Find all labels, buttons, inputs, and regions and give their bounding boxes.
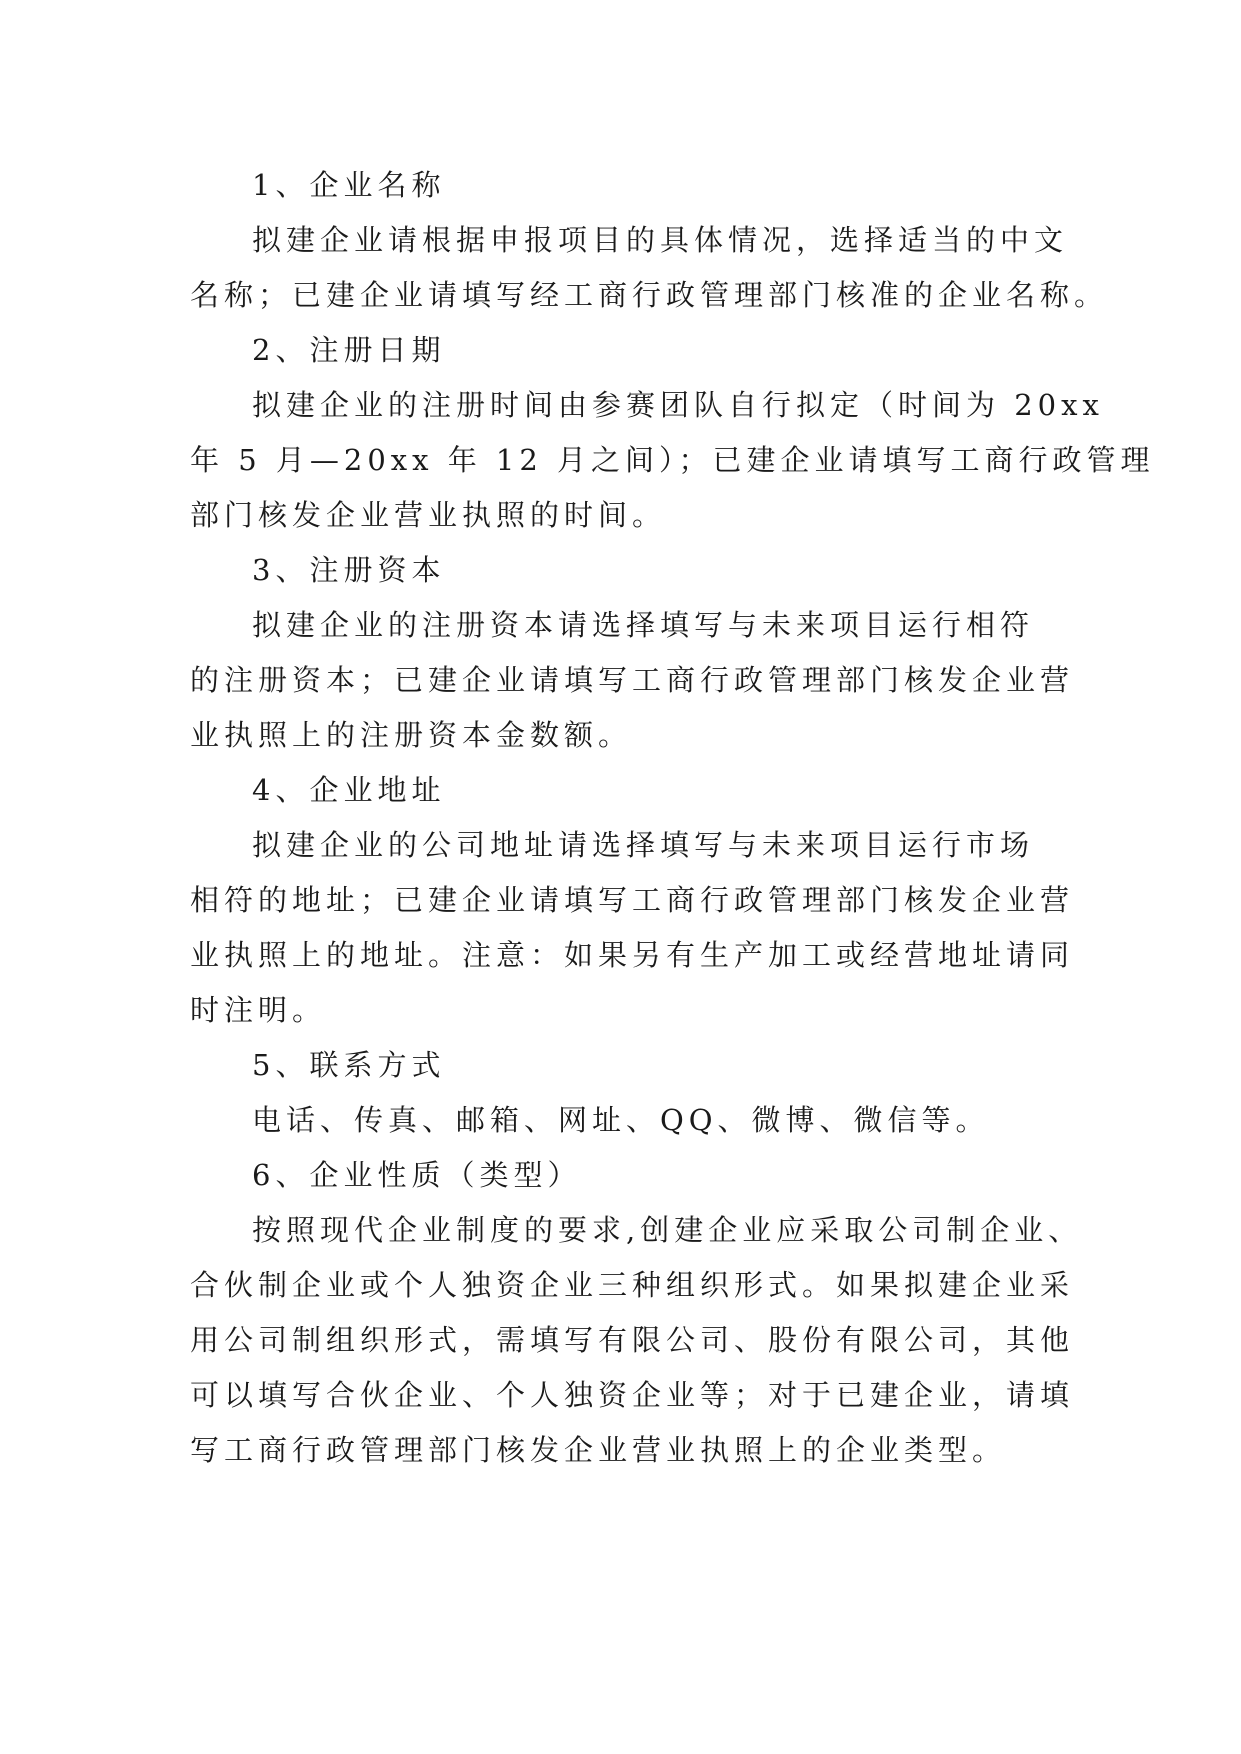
document-page: [190, 158, 1155, 1478]
section-heading-2: 2、注册日期: [252, 333, 446, 367]
body-line: 电话、传真、邮箱、网址、QQ、微博、微信等。: [252, 1103, 990, 1137]
body-line: 业执照上的地址。注意：如果另有生产加工或经营地址请同: [190, 938, 1075, 972]
body-line: 用公司制组织形式，需填写有限公司、股份有限公司，其他: [190, 1323, 1075, 1357]
body-line: 写工商行政管理部门核发企业营业执照上的企业类型。: [190, 1433, 1007, 1467]
body-line: 年 5 月—20xx 年 12 月之间）；已建企业请填写工商行政管理: [190, 443, 1155, 477]
body-line: 合伙制企业或个人独资企业三种组织形式。如果拟建企业采: [190, 1268, 1075, 1302]
body-line: 拟建企业的注册时间由参赛团队自行拟定（时间为 20xx: [252, 388, 1104, 422]
body-line: 名称；已建企业请填写经工商行政管理部门核准的企业名称。: [190, 278, 1109, 312]
section-heading-6: 6、企业性质（类型）: [252, 1158, 582, 1192]
section-body-3: [190, 598, 1075, 763]
section-heading-5: 5、联系方式: [252, 1048, 446, 1082]
section-heading-4: 4、企业地址: [252, 773, 446, 807]
body-line: 拟建企业的注册资本请选择填写与未来项目运行相符: [252, 608, 1035, 642]
section-heading-3: 3、注册资本: [252, 553, 446, 587]
body-line: 可以填写合伙企业、个人独资企业等；对于已建企业，请填: [190, 1378, 1075, 1412]
section-body-2: [190, 378, 1155, 543]
body-line: 部门核发企业营业执照的时间。: [190, 498, 667, 532]
body-line: 拟建企业的公司地址请选择填写与未来项目运行市场: [252, 828, 1035, 862]
section-body-5: [190, 1093, 1055, 1148]
body-line: 业执照上的注册资本金数额。: [190, 718, 633, 752]
body-line: 相符的地址；已建企业请填写工商行政管理部门核发企业营: [190, 883, 1075, 917]
section-body-6: [190, 1203, 1083, 1478]
body-line: 时注明。: [190, 993, 327, 1027]
section-heading-1: 1、企业名称: [252, 168, 446, 202]
section-body-4: [190, 818, 1075, 1038]
body-line: 拟建企业请根据申报项目的具体情况，选择适当的中文: [252, 223, 1069, 257]
body-line: 的注册资本；已建企业请填写工商行政管理部门核发企业营: [190, 663, 1075, 697]
section-body-1: [190, 213, 1109, 323]
body-line: 按照现代企业制度的要求,创建企业应采取公司制企业、: [252, 1213, 1083, 1247]
